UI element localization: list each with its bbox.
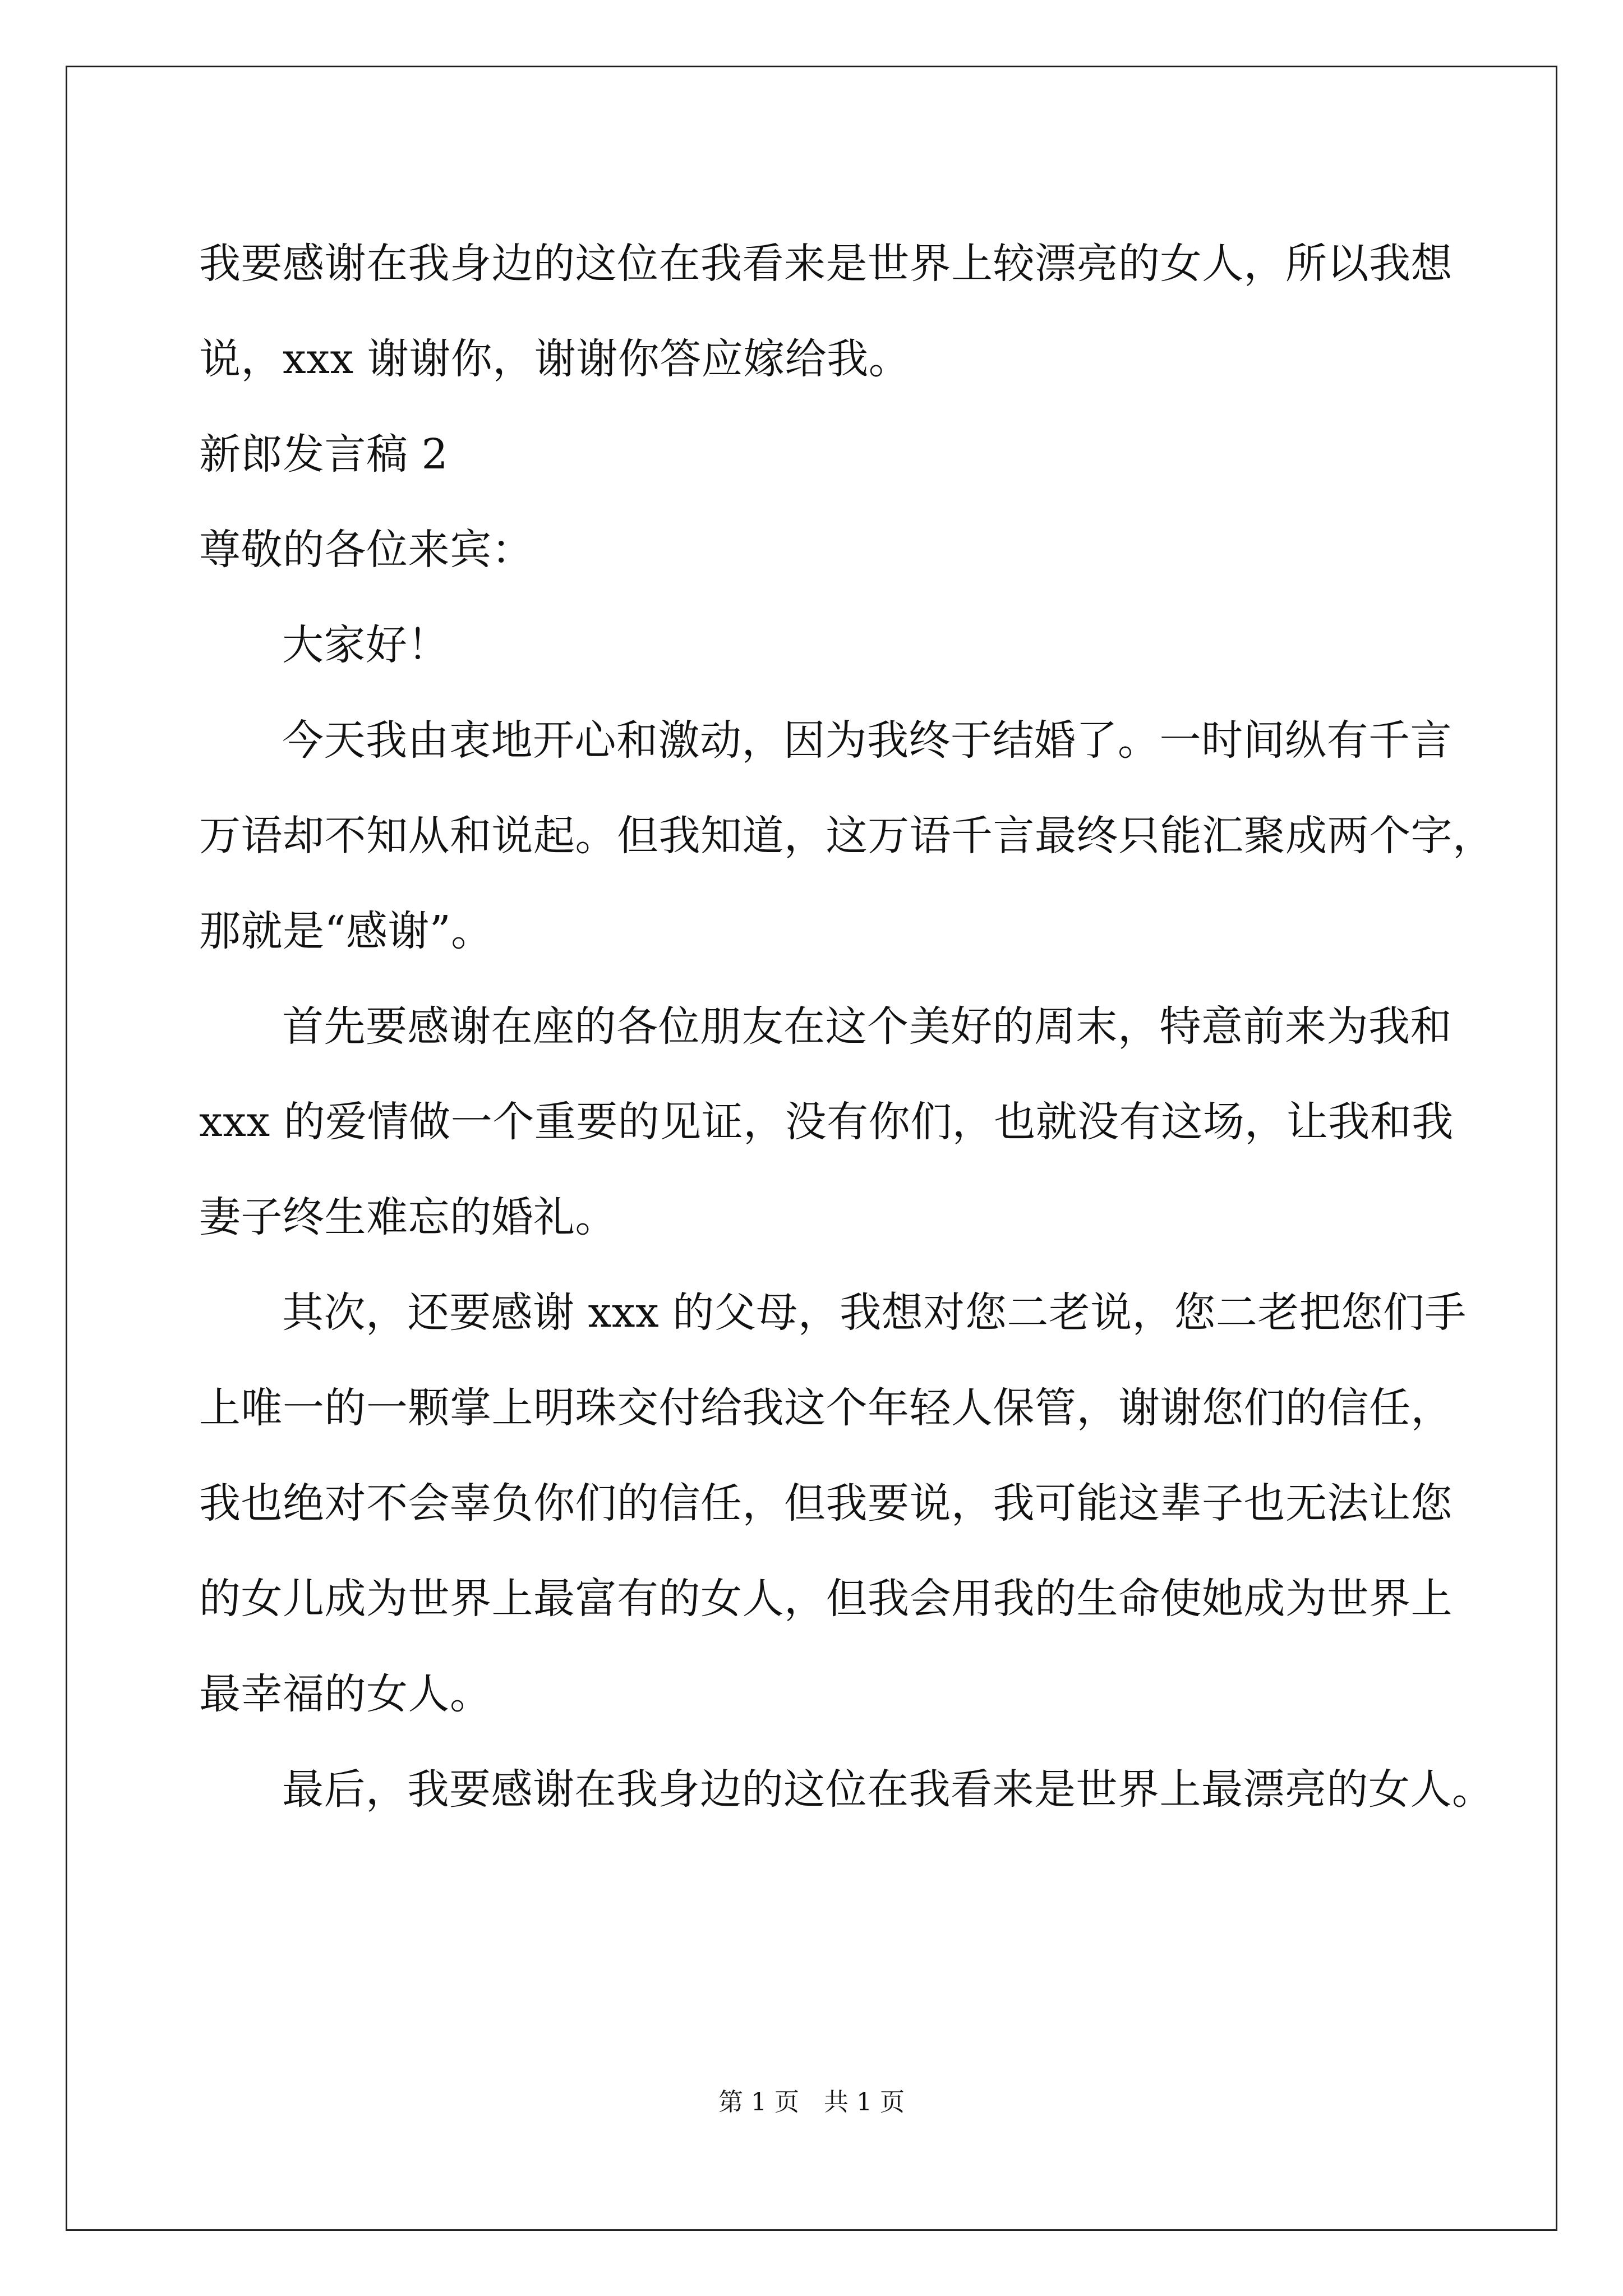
text-line: 的女儿成为世界上最富有的女人，但我会用我的生命使她成为世界上: [199, 1575, 1453, 1623]
text-line: 那就是“感谢”。: [199, 907, 493, 955]
salutation: 尊敬的各位来宾：: [199, 526, 533, 574]
text-line: 首先要感谢在座的各位朋友在这个美好的周末，特意前来为我和: [282, 1002, 1452, 1051]
text-line: 万语却不知从和说起。但我知道，这万语千言最终只能汇聚成两个字，: [199, 812, 1495, 860]
text-line: 最后，我要感谢在我身边的这位在我看来是世界上最漂亮的女人。: [282, 1765, 1494, 1814]
text-line: 说，xxx 谢谢你，谢谢你答应嫁给我。: [199, 335, 911, 383]
text-line: xxx 的爱情做一个重要的见证，没有你们，也就没有这场，让我和我: [199, 1098, 1454, 1146]
text-line: 今天我由衷地开心和激动，因为我终于结婚了。一时间纵有千言: [282, 716, 1452, 765]
page-footer: 第 1 页 共 1 页: [718, 2088, 905, 2116]
text-line: 我要感谢在我身边的这位在我看来是世界上较漂亮的女人，所以我想: [199, 240, 1453, 288]
greeting: 大家好！: [282, 621, 449, 669]
text-line: 其次，还要感谢 xxx 的父母，我想对您二老说，您二老把您们手: [282, 1289, 1467, 1337]
text-line: 最幸福的女人。: [199, 1670, 492, 1718]
text-line: 妻子终生难忘的婚礼。: [199, 1193, 617, 1241]
section-heading: 新郎发言稿 2: [199, 430, 449, 478]
text-line: 上唯一的一颗掌上明珠交付给我这个年轻人保管，谢谢您们的信任，: [199, 1384, 1453, 1432]
text-line: 我也绝对不会辜负你们的信任，但我要说，我可能这辈子也无法让您: [199, 1479, 1453, 1527]
